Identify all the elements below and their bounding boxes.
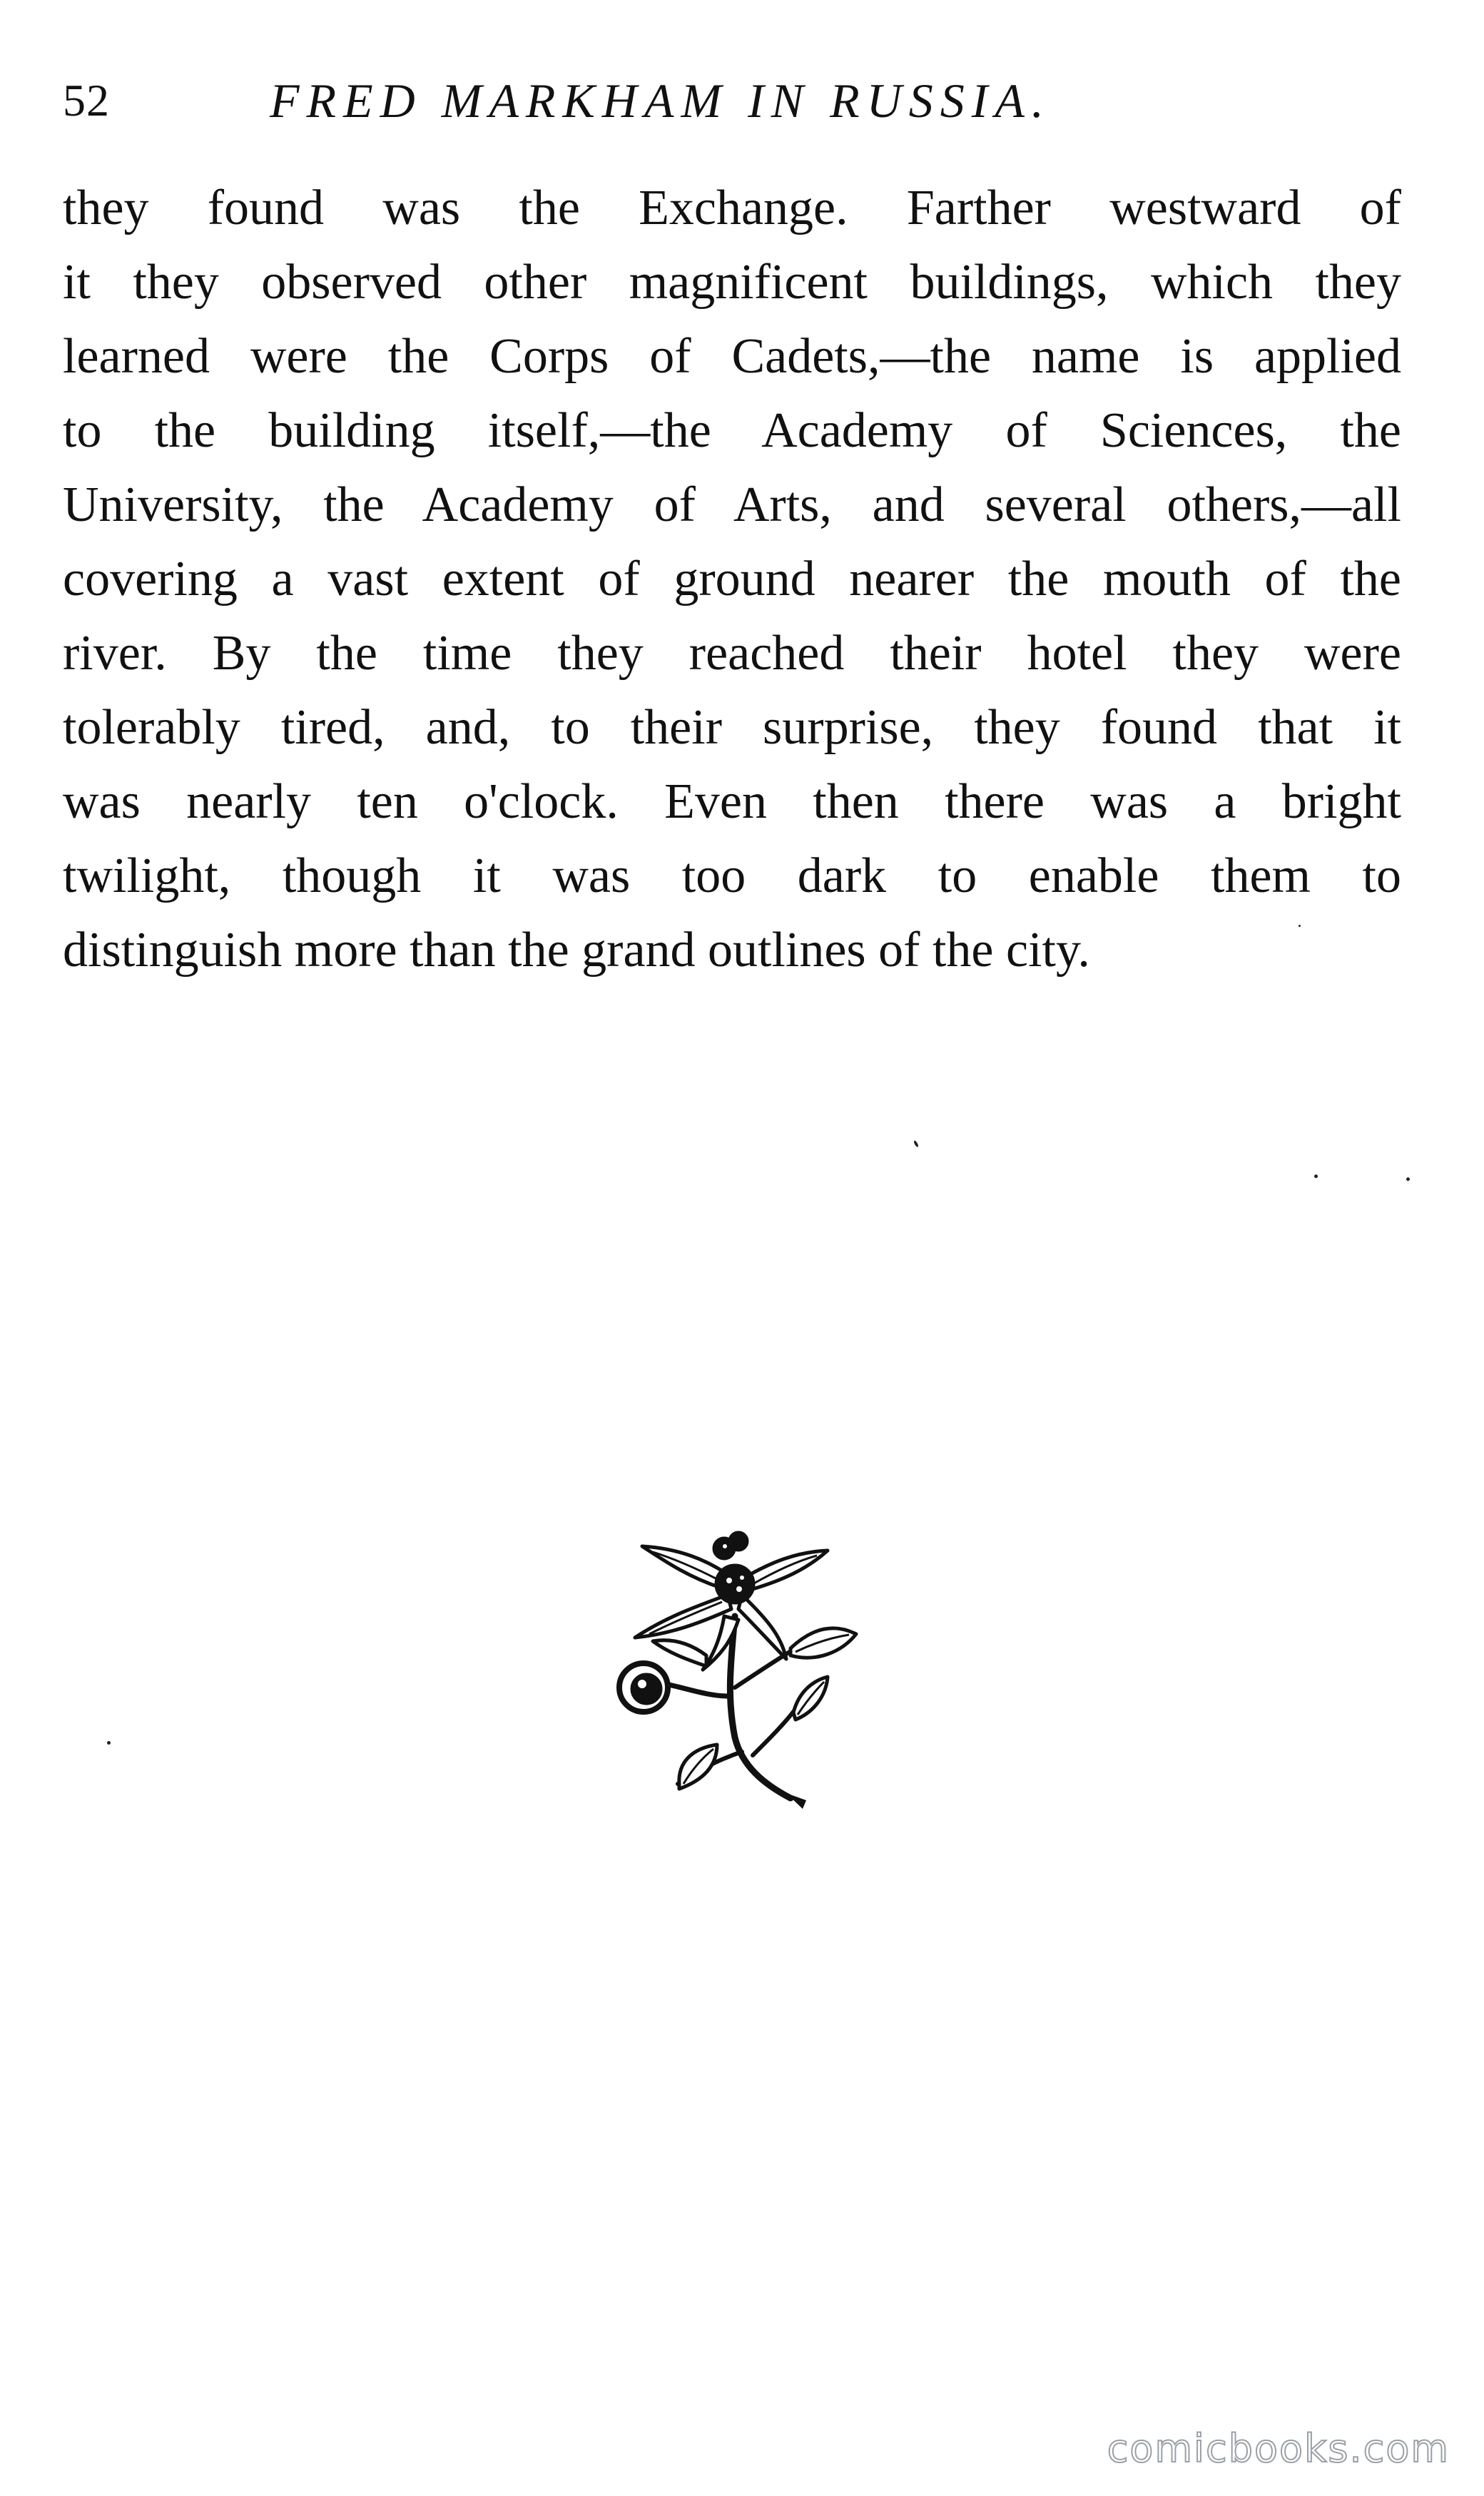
text-line: covering a vast extent of ground nearer the mouth of the: [63, 552, 1401, 607]
ink-speck: [1298, 925, 1301, 927]
text-line: to the building itself,—the Academy of Sciences, the: [63, 403, 1401, 458]
text-line: river. By the time they reached their hotel they were: [63, 626, 1401, 681]
text-line: it they observed other magnificent buildings, which they: [63, 255, 1401, 310]
text-line: distinguish more than the grand outlines of the city.: [63, 923, 1090, 978]
text-line: they found was the Exchange. Farther westward of: [63, 181, 1401, 235]
body-paragraph: [63, 171, 1401, 988]
watermark: comicbooks.com: [1107, 2426, 1450, 2471]
flower-vignette-icon: [599, 1509, 870, 1823]
running-head: [63, 69, 1290, 133]
text-line: University, the Academy of Arts, and several others,—all: [63, 477, 1401, 532]
text-line: was nearly ten o'clock. Even then there was a bright: [63, 774, 1401, 829]
ink-speck: [1406, 1177, 1410, 1181]
text-line: twilight, though it was too dark to enable them to: [63, 848, 1401, 903]
ink-speck: [107, 1741, 111, 1745]
text-line: learned were the Corps of Cadets,—the name is applied: [63, 329, 1401, 384]
ink-speck: [913, 1140, 919, 1148]
ink-speck: [1314, 1175, 1318, 1178]
text-line: tolerably tired, and, to their surprise, they found that it: [63, 700, 1401, 755]
page-number: 52: [63, 75, 110, 126]
running-title: FRED MARKHAM IN RUSSIA.: [270, 73, 1051, 128]
